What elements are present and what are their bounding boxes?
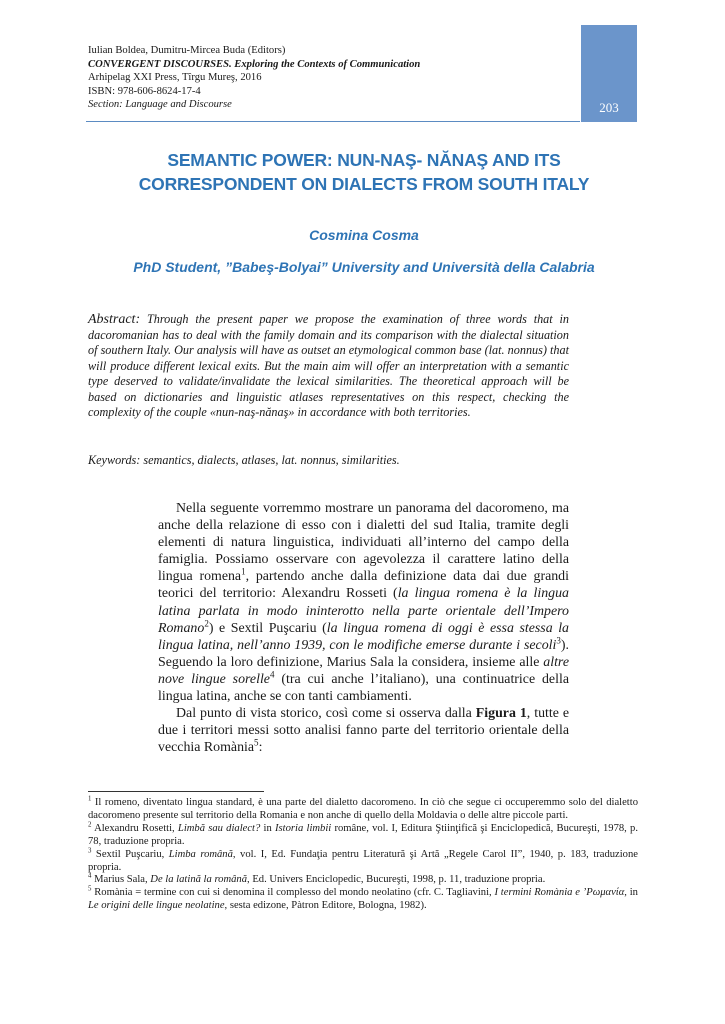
footnote-text: Sextil Puşcariu, bbox=[91, 848, 169, 860]
footnote-italic: Istoria limbii bbox=[275, 822, 332, 834]
quote-sala: altre nove lingue sorelle bbox=[158, 654, 569, 687]
page-number-box bbox=[581, 25, 637, 122]
paragraph-1 bbox=[158, 500, 569, 705]
title-line-1: SEMANTIC POWER: NUN-NAŞ- NĂNAŞ AND ITS bbox=[167, 150, 561, 170]
title-line-2: CORRESPONDENT ON DIALECTS FROM SOUTH ITALY bbox=[138, 174, 590, 194]
footnotes bbox=[88, 797, 638, 913]
footnote-3 bbox=[88, 849, 638, 875]
abstract-text: Through the present paper we propose the examination of three words that in dacoromanian has to deal with the family domain and its comparison with the dialectal situation of southern Italy. Our analysis will have as outset an etymological common base (lat. nonnus) that will produce different lexical exits. But the main aim will offer an interpretation with a semantic type deserved to validate/invalidate the lexical similarities. The theoretical approach will be based on dictionaries and linguistic atlases representatives on this respect, checking the complexity of the couple «nun-naş-nănaş» in accordance with both territories. bbox=[88, 312, 570, 419]
footnote-text: , in bbox=[624, 887, 638, 899]
header-publisher: Arhipelag XXI Press, Tîrgu Mureş, 2016 bbox=[88, 72, 262, 84]
footnote-number: 2 bbox=[88, 821, 92, 829]
text-run: (tra cui anche l’italiano), una continuatrice della lingua latina, anche se con tanti cambiamenti. bbox=[158, 671, 569, 705]
running-header bbox=[88, 44, 578, 112]
body-text bbox=[158, 500, 569, 756]
header-isbn: ISBN: 978-606-8624-17-4 bbox=[88, 85, 201, 97]
footnote-number: 5 bbox=[88, 885, 92, 893]
footnote-ref-5[interactable]: 5 bbox=[254, 737, 259, 748]
footnote-italic: Le origini delle lingue neolatine bbox=[88, 900, 225, 912]
footnote-ref-1[interactable]: 1 bbox=[241, 566, 246, 577]
figure-ref[interactable]: Figura 1 bbox=[475, 706, 527, 722]
text-run: ). Seguendo la loro definizione, Marius Sala la considera, insieme alle bbox=[158, 637, 569, 670]
footnote-text: române, vol. I, Editura Ştiinţifică şi Enciclopedică, Bucureşti, 1978, p. 78, traduzione propria. bbox=[88, 822, 638, 847]
footnote-separator bbox=[88, 791, 264, 792]
footnote-italic: Limba română bbox=[168, 848, 233, 860]
text-run: Nella seguente vorremmo mostrare un panorama del dacoromeno, ma anche della relazione di esso con i dialetti del sud Italia, tramite degli elementi di natura linguistica, individuati all’interno del campo della famiglia. Possiamo osservare con agevolezza il carattere latino della lingua romena bbox=[158, 501, 569, 585]
text-run: Dal punto di vista storico, così come si osserva dalla bbox=[176, 706, 476, 722]
footnote-text: , sesta edizone, Pàtron Editore, Bologna, 1982). bbox=[224, 900, 427, 912]
footnote-text: Marius Sala, bbox=[91, 874, 151, 886]
footnote-text: , vol. I, Ed. Fundaţia pentru Literatură şi Artă „Regele Carol II”, 1940, p. 183, traduzione propria. bbox=[88, 848, 638, 873]
header-book-title: CONVERGENT DISCOURSES. Exploring the Contexts of Communication bbox=[88, 58, 421, 70]
footnote-number: 3 bbox=[88, 847, 92, 855]
text-run: , partendo anche dalla definizione data dai due grandi teorici del territorio: Alexandru Rosseti ( bbox=[158, 569, 569, 602]
text-run: , tutte e due i territori messi sotto analisi fanno parte del territorio orientale della vecchia Romània bbox=[158, 706, 569, 756]
footnote-italic: I termini Romània e ’Ρωμανία bbox=[494, 887, 625, 899]
footnote-text: Il romeno, diventato lingua standard, è una parte del dialetto dacoromeno. In ciò che segue ci occuperemmo solo del dialetto dacoromeno presente sul territorio della Romania e non anche di quello della Moldavia o delle altre piccole parti. bbox=[88, 797, 638, 821]
footnote-2 bbox=[88, 823, 638, 849]
header-rule bbox=[86, 121, 580, 122]
article-title bbox=[90, 148, 638, 196]
footnote-4 bbox=[88, 874, 638, 887]
footnote-ref-2[interactable]: 2 bbox=[204, 618, 209, 629]
keywords: Keywords: semantics, dialects, atlases, lat. nonnus, similarities. bbox=[88, 453, 400, 467]
footnote-5 bbox=[88, 887, 638, 913]
text-run: ) e Sextil Puşcariu ( bbox=[208, 620, 327, 636]
footnote-ref-4[interactable]: 4 bbox=[269, 669, 275, 680]
paragraph-2 bbox=[158, 705, 569, 756]
footnote-number: 1 bbox=[88, 795, 92, 803]
footnote-italic: Limbă sau dialect? bbox=[177, 822, 261, 834]
header-editors: Iulian Boldea, Dumitru-Mircea Buda (Editors) bbox=[88, 45, 286, 56]
footnote-ref-3[interactable]: 3 bbox=[556, 635, 561, 646]
footnote-number: 4 bbox=[88, 872, 92, 880]
author-affiliation: PhD Student, ”Babeş-Bolyai” University and Università della Calabria bbox=[133, 259, 595, 275]
footnote-1 bbox=[88, 797, 638, 823]
footnote-text: , Ed. Univers Enciclopedic, Bucureşti, 1998, p. 11, traduzione propria. bbox=[247, 874, 546, 886]
footnote-text: Alexandru Rosetti, bbox=[91, 822, 178, 834]
quote-rosetti: la lingua romena è la lingua latina parlata in modo ininterotto nella parte orientale dell’Impero Romano bbox=[158, 586, 569, 636]
footnote-text: in bbox=[260, 822, 276, 834]
header-section: Section: Language and Discourse bbox=[88, 99, 232, 111]
abstract-label: Abstract: bbox=[88, 312, 141, 327]
text-run: : bbox=[258, 740, 263, 756]
footnote-italic: De la latină la română bbox=[150, 874, 248, 886]
quote-puscariu: la lingua romena di oggi è essa stessa la lingua latina, nell’anno 1939, con le modifiche emerse durante i secoli bbox=[158, 620, 569, 653]
footnote-text: Romània = termine con cui si denomina il complesso del mondo neolatino (cfr. C. Tagliavini, bbox=[91, 887, 495, 899]
abstract bbox=[88, 312, 569, 421]
author-name: Cosmina Cosma bbox=[309, 227, 419, 243]
page-number: 203 bbox=[599, 100, 619, 115]
